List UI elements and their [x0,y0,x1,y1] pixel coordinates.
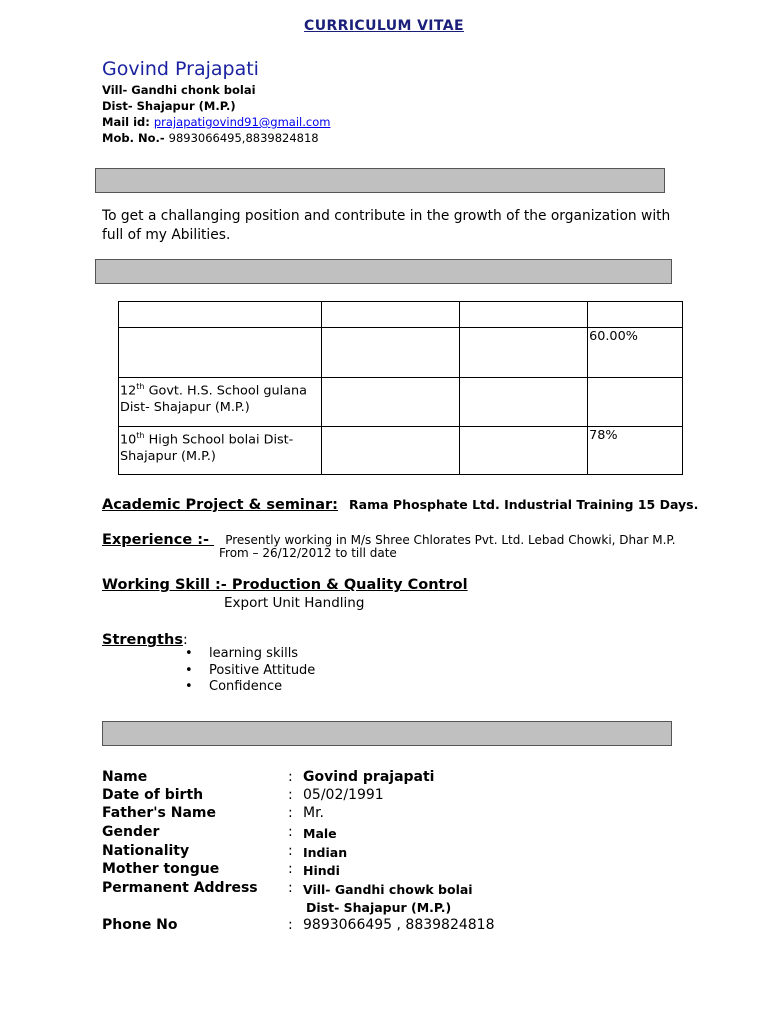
personal-colon: : [288,917,293,933]
table-cell [588,378,683,427]
personal-label: Phone No [102,917,178,933]
table-cell [588,302,683,328]
mobile-label: Mob. No.- [102,131,169,145]
address-line-1: Vill- Gandhi chonk bolai [102,83,256,97]
personal-colon: : [288,787,293,803]
experience-line-2: From – 26/12/2012 to till date [219,546,397,560]
personal-colon: : [288,880,293,896]
personal-value-phone: 9893066495 , 8839824818 [303,917,495,933]
experience-label: Experience :- [102,532,215,548]
table-cell: 78% [588,427,683,475]
candidate-name: Govind Prajapati [102,58,259,80]
grade-suffix: th [136,431,145,440]
address-line-2: Dist- Shajapur (M.P.) [102,99,236,113]
personal-label: Gender [102,824,160,840]
table-cell [460,427,588,475]
strengths-colon: : [182,632,188,648]
personal-label: Name [102,769,148,785]
personal-colon: : [288,824,293,840]
email-link[interactable]: prajapatigovind91@gmail.com [153,115,331,129]
grade-number: 10 [120,432,137,448]
education-table [118,301,683,475]
mobile-value: 9893066495,8839824818 [168,131,319,145]
grade-number: 12 [120,383,137,399]
personal-label: Date of birth [102,787,204,803]
personal-colon: : [288,861,293,877]
school-name: High School bolai Dist- Shajapur (M.P.) [120,432,294,465]
table-cell [119,427,322,475]
personal-value-address-2: Dist- Shajapur (M.P.) [306,900,452,915]
experience-line-1: Presently working in M/s Shree Chlorates Pvt. Ltd. Lebad Chowki, Dhar M.P. [225,533,676,547]
section-bar-personal [102,721,672,746]
project-row [102,494,698,513]
table-cell [119,302,322,328]
table-cell [321,378,460,427]
personal-colon: : [288,843,293,859]
table-row [119,302,683,328]
table-row [119,378,683,427]
list-item: • Confidence [185,679,315,696]
personal-value-dob: 05/02/1991 [303,787,384,803]
table-cell [460,302,588,328]
document-title: CURRICULUM VITAE [304,18,464,34]
list-item: • learning skills [185,646,315,663]
table-cell [321,328,460,378]
personal-label: Mother tongue [102,861,220,877]
personal-value-name: Govind prajapati [303,769,435,785]
strengths-heading [102,629,188,648]
working-skill-line-2: Export Unit Handling [224,595,365,611]
personal-value-gender: Male [303,826,337,841]
personal-label: Permanent Address [102,880,258,896]
mail-label: Mail id: [102,115,154,129]
table-cell: 60.00% [588,328,683,378]
personal-label: Father's Name [102,805,216,821]
personal-value-mother-tongue: Hindi [303,863,340,878]
table-row [119,427,683,475]
school-name: Govt. H.S. School gulana Dist- Shajapur (M.P.) [120,383,307,416]
personal-value-address: Vill- Gandhi chowk bolai [303,882,473,897]
table-row [119,328,683,378]
personal-colon: : [288,769,293,785]
personal-label: Nationality [102,843,190,859]
section-bar-objective [95,168,665,193]
personal-value-father: Mr. [303,805,324,821]
project-label: Academic Project & seminar: [102,497,338,513]
mobile-row [102,131,319,145]
table-cell [460,378,588,427]
table-cell [119,328,322,378]
working-skill-label: Working Skill :- Production & Quality Control [102,577,468,593]
personal-colon: : [288,805,293,821]
table-cell [460,328,588,378]
personal-value-nationality: Indian [303,845,348,860]
section-bar-education [95,259,672,284]
list-item: • Positive Attitude [185,663,315,680]
project-value: Rama Phosphate Ltd. Industrial Training 15 Days. [349,497,699,512]
career-objective: To get a challanging position and contribute in the growth of the organization with full of my Abilities. [102,208,671,243]
strengths-list [185,646,315,696]
table-cell [119,378,322,427]
strengths-label: Strengths [102,632,183,648]
grade-suffix: th [136,382,145,391]
table-cell [321,427,460,475]
mail-row [102,115,330,129]
table-cell [321,302,460,328]
